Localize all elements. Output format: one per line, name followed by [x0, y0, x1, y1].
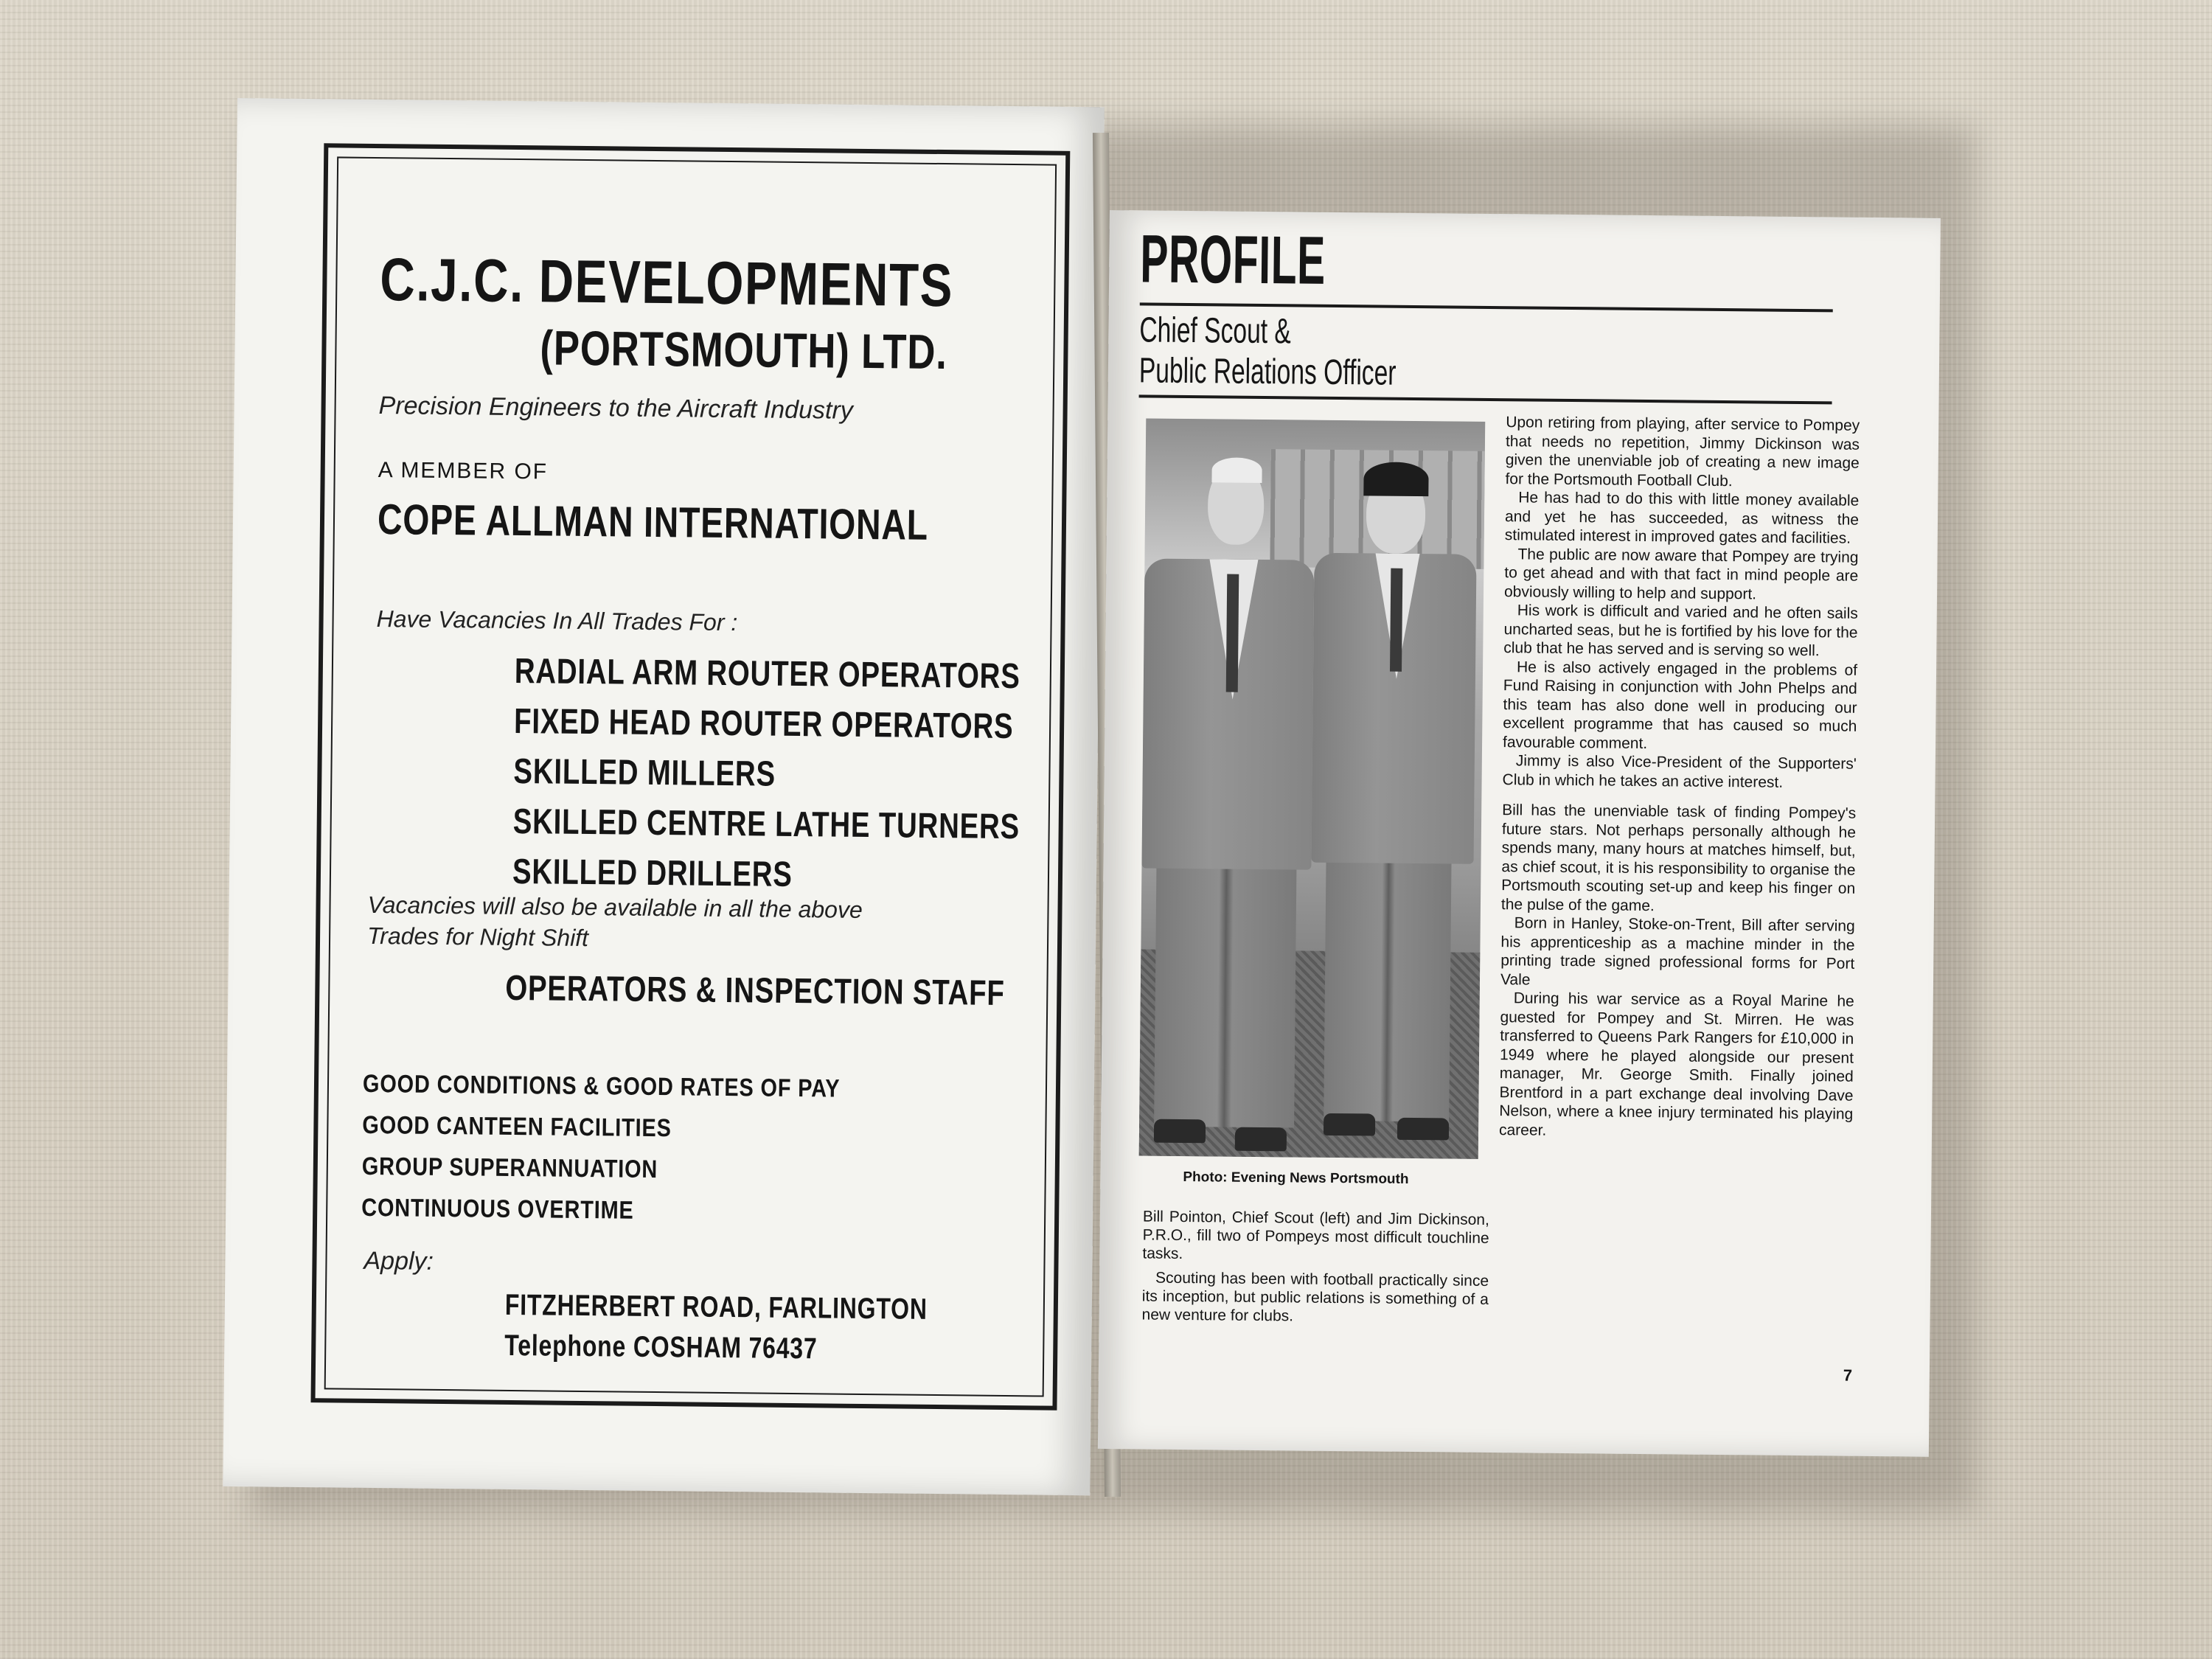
trades-list: [512, 651, 1149, 908]
benefit-item: GROUP SUPERANNUATION: [361, 1152, 658, 1184]
company-tagline: Precision Engineers to the Aircraft Industry: [378, 392, 853, 425]
caption-text: Bill Pointon, Chief Scout (left) and Jim Dickinson, P.R.O., fill two of Pompeys most difficult touchline tasks.: [1142, 1208, 1489, 1263]
trade-item: SKILLED DRILLERS: [512, 852, 793, 894]
photo-caption: [1141, 1207, 1489, 1333]
photo-credit: Photo: Evening News Portsmouth: [1183, 1169, 1409, 1187]
trade-item: SKILLED CENTRE LATHE TURNERS: [512, 801, 1020, 847]
page-number: 7: [1843, 1366, 1853, 1385]
address: FITZHERBERT ROAD, FARLINGTON: [504, 1288, 928, 1326]
profile-photo: [1139, 418, 1486, 1158]
night-shift-note-2: Trades for Night Shift: [366, 922, 589, 952]
apply-label: Apply:: [364, 1246, 434, 1276]
benefit-item: CONTINUOUS OVERTIME: [361, 1193, 634, 1225]
trade-item: RADIAL ARM ROUTER OPERATORS: [514, 651, 1020, 697]
member-of-label: A MEMBER OF: [378, 458, 549, 484]
left-page-advertisement: [223, 98, 1105, 1495]
benefit-item: GOOD CONDITIONS & GOOD RATES OF PAY: [362, 1069, 841, 1103]
article-paragraph: During his war service as a Royal Marine he guested for Pompey and St. Mirren. He was transferred to Queens Park Rangers for £10,000 in 1949 where he played alongside our present manager, Mr. George Smith. Finally joined Brentford in a part exchange deal involving Dave Nelson, where a knee injury terminated his playing career.: [1498, 990, 1854, 1139]
subtitle: Chief Scout &: [1139, 310, 1292, 352]
parent-company: COPE ALLMAN INTERNATIONAL: [377, 495, 929, 549]
article-paragraph: His work is difficult and varied and he often sails uncharted seas, but he is fortified by his love for the club that he has served and is serving so well.: [1503, 602, 1858, 660]
article-column: [1499, 413, 1860, 1143]
vacancies-intro: Have Vacancies In All Trades For :: [376, 605, 738, 636]
right-page-profile: [1098, 210, 1941, 1457]
divider: [1139, 394, 1832, 404]
benefit-item: GOOD CANTEEN FACILITIES: [362, 1110, 672, 1143]
article-paragraph: He has had to do this with little money available and yet he has succeeded, as witness the stimulated interest in improved gates and facilities.: [1504, 489, 1860, 547]
article-paragraph: Bill has the unenviable task of finding Pompey's future stars. Not perhaps personally although he spends many, many hours at matches himself, but, as chief scout, it is his responsibility to organise the Portsmouth scouting set-up and keep his finger on the pulse of the game.: [1500, 801, 1857, 914]
article-paragraph: He is also actively engaged in the problems of Fund Raising in conjunction with John Phelps and this team has also done well in producing our excellent programme that has caused so much favourable comment.: [1502, 658, 1858, 752]
night-shift-note: Vacancies will also be available in all the above: [367, 891, 863, 923]
telephone: Telephone COSHAM 76437: [504, 1329, 818, 1366]
page-title: PROFILE: [1139, 221, 1326, 299]
article-paragraph: Jimmy is also Vice-President of the Supporters' Club in which he takes an active interest.: [1502, 752, 1857, 791]
article-paragraph: Born in Hanley, Stoke-on-Trent, Bill after serving his apprenticeship as a machine minder in the printing trade signed professional forms for Port Vale: [1500, 914, 1855, 989]
company-location: (PORTSMOUTH) LTD.: [540, 320, 948, 380]
benefits-list: [361, 1070, 925, 1241]
advert-border: [310, 143, 1070, 1411]
article-paragraph: Upon retiring from playing, after service to Pompey that needs no repetition, Jimmy Dickinson was given the unenviable job of creating a new image for the Portsmouth Football Club.: [1505, 414, 1860, 490]
subtitle-2: Public Relations Officer: [1138, 351, 1397, 393]
operators-staff: OPERATORS & INSPECTION STAFF: [505, 968, 1005, 1013]
article-paragraph: The public are now aware that Pompey are trying to get ahead and with that fact in mind people are obviously willing to help and support.: [1503, 545, 1859, 602]
caption-text-2: Scouting has been with football practically since its inception, but public relations is something of a new venture for clubs.: [1141, 1269, 1489, 1325]
trade-item: FIXED HEAD ROUTER OPERATORS: [513, 701, 1014, 747]
company-name: C.J.C. DEVELOPMENTS: [379, 246, 954, 320]
trade-item: SKILLED MILLERS: [513, 751, 776, 794]
